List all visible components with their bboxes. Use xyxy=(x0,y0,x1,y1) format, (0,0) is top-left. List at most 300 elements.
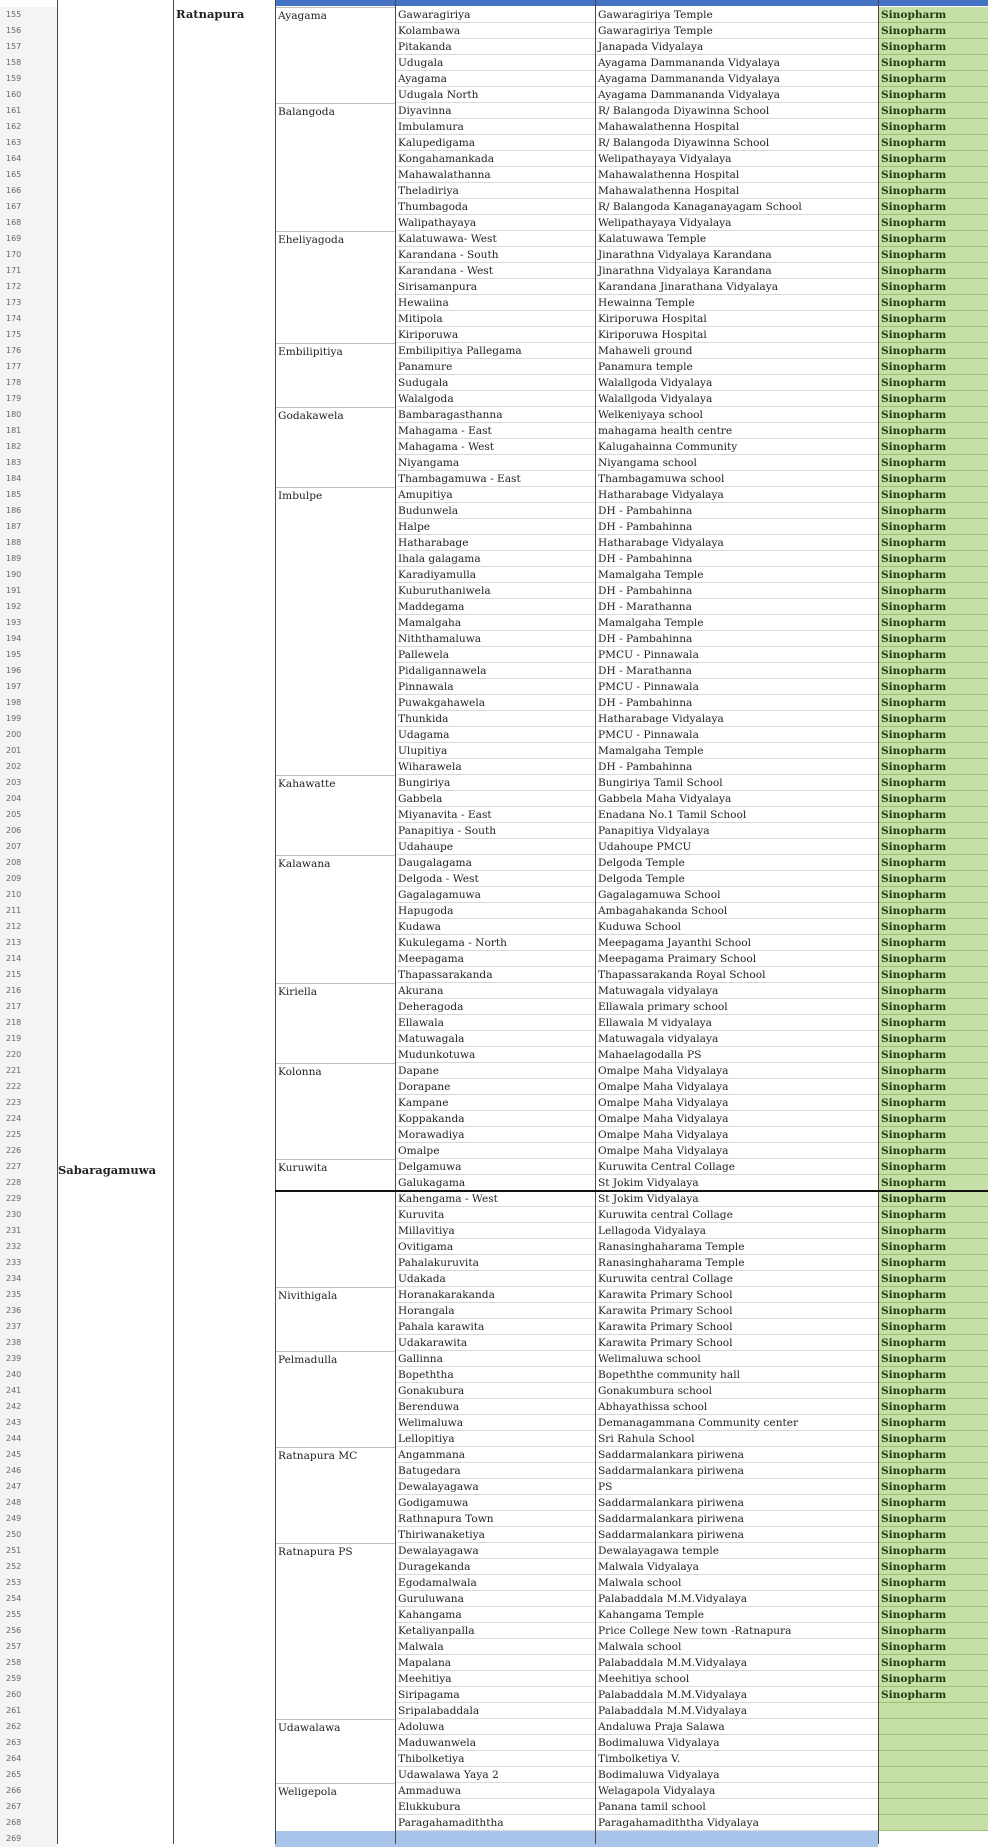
ds-division-cell[interactable] xyxy=(275,1591,395,1607)
gn-division-cell[interactable]: Bungiriya xyxy=(395,775,595,791)
gn-division-cell[interactable]: Gawaragiriya xyxy=(395,7,595,23)
ds-division-cell[interactable] xyxy=(275,1207,395,1223)
ds-division-cell[interactable] xyxy=(275,1031,395,1047)
ds-division-cell[interactable]: Kalawana xyxy=(275,855,395,871)
vaccine-cell[interactable]: Sinopharm xyxy=(878,967,988,983)
ds-division-cell[interactable]: Eheliyagoda xyxy=(275,231,395,247)
gn-division-cell[interactable]: Sudugala xyxy=(395,375,595,391)
gn-division-cell[interactable]: Dorapane xyxy=(395,1079,595,1095)
gn-division-cell[interactable]: Thunkida xyxy=(395,711,595,727)
vaccination-center-cell[interactable]: Sri Rahula School xyxy=(595,1431,878,1447)
vaccine-cell[interactable]: Sinopharm xyxy=(878,823,988,839)
vaccine-cell[interactable]: Sinopharm xyxy=(878,1415,988,1431)
vaccine-cell[interactable]: Sinopharm xyxy=(878,359,988,375)
ds-division-cell[interactable] xyxy=(275,471,395,487)
vaccine-cell[interactable]: Sinopharm xyxy=(878,1271,988,1287)
vaccination-center-cell[interactable]: Meehitiya school xyxy=(595,1671,878,1687)
vaccine-cell[interactable]: Sinopharm xyxy=(878,55,988,71)
gn-division-cell[interactable]: Panapitiya - South xyxy=(395,823,595,839)
vaccination-center-cell[interactable]: Hatharabage Vidyalaya xyxy=(595,487,878,503)
vaccination-center-cell[interactable]: Price College New town -Ratnapura xyxy=(595,1623,878,1639)
vaccination-center-cell[interactable]: Kuduwa School xyxy=(595,919,878,935)
vaccination-center-cell[interactable]: Welipathayaya Vidyalaya xyxy=(595,215,878,231)
gn-division-cell[interactable]: Omalpe xyxy=(395,1143,595,1159)
ds-division-cell[interactable] xyxy=(275,903,395,919)
gn-division-cell[interactable]: Horangala xyxy=(395,1303,595,1319)
vaccine-cell[interactable]: Sinopharm xyxy=(878,1431,988,1447)
gn-division-cell[interactable]: Ayagama xyxy=(395,71,595,87)
gn-division-cell[interactable]: Welimaluwa xyxy=(395,1415,595,1431)
vaccine-cell[interactable]: Sinopharm xyxy=(878,743,988,759)
vaccination-center-cell[interactable]: Bodimaluwa Vidyalaya xyxy=(595,1767,878,1783)
gn-division-cell[interactable]: Kahangama xyxy=(395,1607,595,1623)
vaccine-cell[interactable]: Sinopharm xyxy=(878,711,988,727)
ds-division-cell[interactable] xyxy=(275,1767,395,1783)
vaccination-center-cell[interactable]: PS xyxy=(595,1479,878,1495)
vaccination-center-cell[interactable]: Dewalayagawa temple xyxy=(595,1543,878,1559)
vaccine-cell[interactable]: Sinopharm xyxy=(878,1015,988,1031)
ds-division-cell[interactable]: Ratnapura PS xyxy=(275,1543,395,1559)
vaccination-center-cell[interactable]: Omalpe Maha Vidyalaya xyxy=(595,1127,878,1143)
ds-division-cell[interactable] xyxy=(275,727,395,743)
gn-division-cell[interactable]: Galukagama xyxy=(395,1175,595,1191)
vaccine-cell[interactable]: Sinopharm xyxy=(878,199,988,215)
ds-division-cell[interactable] xyxy=(275,1799,395,1815)
gn-division-cell[interactable]: Udahaupe xyxy=(395,839,595,855)
gn-division-cell[interactable]: Daugalagama xyxy=(395,855,595,871)
vaccine-cell[interactable]: Sinopharm xyxy=(878,999,988,1015)
vaccination-center-cell[interactable]: Demanagammana Community center xyxy=(595,1415,878,1431)
vaccine-cell[interactable]: Sinopharm xyxy=(878,775,988,791)
vaccine-cell[interactable]: Sinopharm xyxy=(878,327,988,343)
ds-division-cell[interactable]: Balangoda xyxy=(275,103,395,119)
vaccination-center-cell[interactable]: Malwala school xyxy=(595,1639,878,1655)
gn-division-cell[interactable]: Kalupedigama xyxy=(395,135,595,151)
ds-division-cell[interactable] xyxy=(275,215,395,231)
ds-division-cell[interactable] xyxy=(275,327,395,343)
vaccination-center-cell[interactable]: R/ Balangoda Diyawinna School xyxy=(595,103,878,119)
ds-division-cell[interactable] xyxy=(275,263,395,279)
ds-division-cell[interactable] xyxy=(275,999,395,1015)
ds-division-cell[interactable]: Nivithigala xyxy=(275,1287,395,1303)
ds-division-cell[interactable]: Kolonna xyxy=(275,1063,395,1079)
vaccine-cell[interactable]: Sinopharm xyxy=(878,1655,988,1671)
gn-division-cell[interactable]: Mahawalathanna xyxy=(395,167,595,183)
vaccine-cell[interactable]: Sinopharm xyxy=(878,855,988,871)
vaccination-center-cell[interactable]: Abhayathissa school xyxy=(595,1399,878,1415)
ds-division-cell[interactable] xyxy=(275,711,395,727)
vaccine-cell[interactable]: Sinopharm xyxy=(878,1511,988,1527)
vaccination-center-cell[interactable]: R/ Balangoda Kanaganayagam School xyxy=(595,199,878,215)
vaccine-cell[interactable]: Sinopharm xyxy=(878,183,988,199)
gn-division-cell[interactable]: Pahala karawita xyxy=(395,1319,595,1335)
vaccine-cell[interactable]: Sinopharm xyxy=(878,1031,988,1047)
ds-division-cell[interactable] xyxy=(275,1223,395,1239)
vaccine-cell[interactable]: Sinopharm xyxy=(878,871,988,887)
ds-division-cell[interactable] xyxy=(275,599,395,615)
vaccine-cell[interactable]: Sinopharm xyxy=(878,1047,988,1063)
gn-division-cell[interactable]: Duragekanda xyxy=(395,1559,595,1575)
vaccination-center-cell[interactable]: DH - Pambahinna xyxy=(595,583,878,599)
gn-division-cell[interactable]: Malwala xyxy=(395,1639,595,1655)
vaccine-cell[interactable]: Sinopharm xyxy=(878,1463,988,1479)
vaccination-center-cell[interactable]: Niyangama school xyxy=(595,455,878,471)
vaccine-cell[interactable]: Sinopharm xyxy=(878,1479,988,1495)
gn-division-cell[interactable]: Dewalayagawa xyxy=(395,1479,595,1495)
vaccination-center-cell[interactable]: Janapada Vidyalaya xyxy=(595,39,878,55)
vaccination-center-cell[interactable]: DH - Pambahinna xyxy=(595,519,878,535)
vaccination-center-cell[interactable]: Welimaluwa school xyxy=(595,1351,878,1367)
vaccination-center-cell[interactable]: Delgoda Temple xyxy=(595,871,878,887)
gn-division-cell[interactable]: Embilipitiya Pallegama xyxy=(395,343,595,359)
vaccination-center-cell[interactable]: PMCU - Pinnawala xyxy=(595,647,878,663)
ds-division-cell[interactable] xyxy=(275,743,395,759)
vaccination-center-cell[interactable]: Ranasinghaharama Temple xyxy=(595,1239,878,1255)
vaccine-cell[interactable] xyxy=(878,1767,988,1783)
vaccination-center-cell[interactable]: Karawita Primary School xyxy=(595,1303,878,1319)
vaccine-cell[interactable]: Sinopharm xyxy=(878,1335,988,1351)
vaccination-center-cell[interactable]: Mahawalathenna Hospital xyxy=(595,119,878,135)
vaccine-cell[interactable]: Sinopharm xyxy=(878,343,988,359)
ds-division-cell[interactable] xyxy=(275,71,395,87)
vaccination-center-cell[interactable] xyxy=(595,1831,878,1847)
vaccine-cell[interactable]: Sinopharm xyxy=(878,1095,988,1111)
vaccination-center-cell[interactable]: Gabbela Maha Vidyalaya xyxy=(595,791,878,807)
vaccination-center-cell[interactable]: Mahaweli ground xyxy=(595,343,878,359)
ds-division-cell[interactable] xyxy=(275,1015,395,1031)
vaccine-cell[interactable]: Sinopharm xyxy=(878,279,988,295)
ds-division-cell[interactable] xyxy=(275,1559,395,1575)
vaccination-center-cell[interactable]: Ranasinghaharama Temple xyxy=(595,1255,878,1271)
gn-division-cell[interactable]: Udagama xyxy=(395,727,595,743)
ds-division-cell[interactable] xyxy=(275,1687,395,1703)
gn-division-cell[interactable]: Pitakanda xyxy=(395,39,595,55)
gn-division-cell[interactable]: Elukkubura xyxy=(395,1799,595,1815)
gn-division-cell[interactable]: Batugedara xyxy=(395,1463,595,1479)
vaccination-center-cell[interactable]: Kuruwita central Collage xyxy=(595,1207,878,1223)
gn-division-cell[interactable]: Thumbagoda xyxy=(395,199,595,215)
vaccination-center-cell[interactable]: Bopeththe community hall xyxy=(595,1367,878,1383)
ds-division-cell[interactable] xyxy=(275,615,395,631)
gn-division-cell[interactable]: Miyanavita - East xyxy=(395,807,595,823)
ds-division-cell[interactable] xyxy=(275,823,395,839)
gn-division-cell[interactable]: Angammana xyxy=(395,1447,595,1463)
vaccine-cell[interactable]: Sinopharm xyxy=(878,647,988,663)
gn-division-cell[interactable]: Kukulegama - North xyxy=(395,935,595,951)
vaccine-cell[interactable]: Sinopharm xyxy=(878,759,988,775)
vaccine-cell[interactable] xyxy=(878,1831,988,1847)
ds-division-cell[interactable] xyxy=(275,1095,395,1111)
vaccination-center-cell[interactable]: Jinarathna Vidyalaya Karandana xyxy=(595,263,878,279)
vaccine-cell[interactable]: Sinopharm xyxy=(878,951,988,967)
vaccine-cell[interactable]: Sinopharm xyxy=(878,1143,988,1159)
vaccine-cell[interactable]: Sinopharm xyxy=(878,1367,988,1383)
ds-division-cell[interactable] xyxy=(275,23,395,39)
vaccination-center-cell[interactable]: Mamalgaha Temple xyxy=(595,743,878,759)
vaccine-cell[interactable]: Sinopharm xyxy=(878,1399,988,1415)
vaccine-cell[interactable]: Sinopharm xyxy=(878,1639,988,1655)
ds-division-cell[interactable] xyxy=(275,935,395,951)
ds-division-cell[interactable] xyxy=(275,839,395,855)
ds-division-cell[interactable] xyxy=(275,247,395,263)
vaccine-cell[interactable]: Sinopharm xyxy=(878,919,988,935)
vaccination-center-cell[interactable]: Bungiriya Tamil School xyxy=(595,775,878,791)
ds-division-cell[interactable] xyxy=(275,167,395,183)
gn-division-cell[interactable]: Dewalayagawa xyxy=(395,1543,595,1559)
vaccination-center-cell[interactable]: Gawaragiriya Temple xyxy=(595,7,878,23)
ds-division-cell[interactable] xyxy=(275,1751,395,1767)
ds-division-cell[interactable]: Godakawela xyxy=(275,407,395,423)
gn-division-cell[interactable]: Niyangama xyxy=(395,455,595,471)
vaccination-center-cell[interactable]: mahagama health centre xyxy=(595,423,878,439)
gn-division-cell[interactable]: Pallewela xyxy=(395,647,595,663)
vaccine-cell[interactable]: Sinopharm xyxy=(878,599,988,615)
vaccination-center-cell[interactable]: Malwala school xyxy=(595,1575,878,1591)
gn-division-cell[interactable]: Walalgoda xyxy=(395,391,595,407)
vaccine-cell[interactable]: Sinopharm xyxy=(878,695,988,711)
ds-division-cell[interactable] xyxy=(275,695,395,711)
vaccination-center-cell[interactable]: Kiriporuwa Hospital xyxy=(595,327,878,343)
gn-division-cell[interactable]: Kuruvita xyxy=(395,1207,595,1223)
vaccination-center-cell[interactable]: Omalpe Maha Vidyalaya xyxy=(595,1143,878,1159)
vaccination-center-cell[interactable]: Saddarmalankara piriwena xyxy=(595,1463,878,1479)
gn-division-cell[interactable]: Udugala North xyxy=(395,87,595,103)
vaccine-cell[interactable] xyxy=(878,1719,988,1735)
ds-division-cell[interactable] xyxy=(275,887,395,903)
vaccine-cell[interactable]: Sinopharm xyxy=(878,535,988,551)
gn-division-cell[interactable]: Horanakarakanda xyxy=(395,1287,595,1303)
ds-division-cell[interactable]: Ratnapura MC xyxy=(275,1447,395,1463)
ds-division-cell[interactable] xyxy=(275,1047,395,1063)
gn-division-cell[interactable]: Diyavinna xyxy=(395,103,595,119)
vaccine-cell[interactable] xyxy=(878,1735,988,1751)
vaccine-cell[interactable]: Sinopharm xyxy=(878,1447,988,1463)
gn-division-cell[interactable]: Udakarawita xyxy=(395,1335,595,1351)
vaccine-cell[interactable]: Sinopharm xyxy=(878,39,988,55)
ds-division-cell[interactable] xyxy=(275,519,395,535)
vaccination-center-cell[interactable]: Kuruwita Central Collage xyxy=(595,1159,878,1175)
gn-division-cell[interactable]: Adoluwa xyxy=(395,1719,595,1735)
vaccine-cell[interactable]: Sinopharm xyxy=(878,807,988,823)
ds-division-cell[interactable] xyxy=(275,1479,395,1495)
vaccine-cell[interactable]: Sinopharm xyxy=(878,215,988,231)
gn-division-cell[interactable]: Ulupitiya xyxy=(395,743,595,759)
gn-division-cell[interactable]: Mitipola xyxy=(395,311,595,327)
vaccine-cell[interactable]: Sinopharm xyxy=(878,1591,988,1607)
ds-division-cell[interactable]: Kiriella xyxy=(275,983,395,999)
ds-division-cell[interactable] xyxy=(275,423,395,439)
ds-division-cell[interactable] xyxy=(275,1127,395,1143)
gn-division-cell[interactable]: Koppakanda xyxy=(395,1111,595,1127)
gn-division-cell[interactable]: Kahengama - West xyxy=(395,1191,595,1207)
vaccination-center-cell[interactable]: Saddarmalankara piriwena xyxy=(595,1447,878,1463)
ds-division-cell[interactable] xyxy=(275,1239,395,1255)
vaccine-cell[interactable]: Sinopharm xyxy=(878,503,988,519)
ds-division-cell[interactable] xyxy=(275,1335,395,1351)
gn-division-cell[interactable]: Puwakgahawela xyxy=(395,695,595,711)
gn-division-cell[interactable]: Udakada xyxy=(395,1271,595,1287)
vaccine-cell[interactable]: Sinopharm xyxy=(878,1175,988,1191)
gn-division-cell[interactable]: Thambagamuwa - East xyxy=(395,471,595,487)
ds-division-cell[interactable] xyxy=(275,1527,395,1543)
vaccine-cell[interactable]: Sinopharm xyxy=(878,119,988,135)
vaccination-center-cell[interactable]: Bodimaluwa Vidyalaya xyxy=(595,1735,878,1751)
vaccine-cell[interactable]: Sinopharm xyxy=(878,1671,988,1687)
gn-division-cell[interactable]: Ovitigama xyxy=(395,1239,595,1255)
vaccination-center-cell[interactable]: Hatharabage Vidyalaya xyxy=(595,535,878,551)
ds-division-cell[interactable] xyxy=(275,1399,395,1415)
vaccine-cell[interactable]: Sinopharm xyxy=(878,1607,988,1623)
province-label[interactable]: Sabaragamuwa xyxy=(58,1163,157,1177)
ds-division-cell[interactable] xyxy=(275,663,395,679)
gn-division-cell[interactable]: Kiriporuwa xyxy=(395,327,595,343)
gn-division-cell[interactable]: Maduwanwela xyxy=(395,1735,595,1751)
gn-division-cell[interactable]: Gonakubura xyxy=(395,1383,595,1399)
vaccine-cell[interactable]: Sinopharm xyxy=(878,1255,988,1271)
gn-division-cell[interactable]: Mahagama - East xyxy=(395,423,595,439)
vaccine-cell[interactable]: Sinopharm xyxy=(878,263,988,279)
ds-division-cell[interactable] xyxy=(275,967,395,983)
vaccination-center-cell[interactable]: DH - Pambahinna xyxy=(595,695,878,711)
vaccine-cell[interactable]: Sinopharm xyxy=(878,935,988,951)
gn-division-cell[interactable]: Niththamaluwa xyxy=(395,631,595,647)
vaccination-center-cell[interactable]: Paragahamadiththa Vidyalaya xyxy=(595,1815,878,1831)
vaccination-center-cell[interactable]: Welipathayaya Vidyalaya xyxy=(595,151,878,167)
vaccination-center-cell[interactable]: Gagalagamuwa School xyxy=(595,887,878,903)
ds-division-cell[interactable] xyxy=(275,55,395,71)
ds-division-cell[interactable] xyxy=(275,791,395,807)
gn-division-cell[interactable]: Kuburuthaniwela xyxy=(395,583,595,599)
gn-division-cell[interactable]: Panamure xyxy=(395,359,595,375)
gn-division-cell[interactable]: Theladiriya xyxy=(395,183,595,199)
gn-division-cell[interactable]: Hatharabage xyxy=(395,535,595,551)
ds-division-cell[interactable] xyxy=(275,567,395,583)
ds-division-cell[interactable] xyxy=(275,951,395,967)
vaccine-cell[interactable]: Sinopharm xyxy=(878,679,988,695)
vaccine-cell[interactable]: Sinopharm xyxy=(878,551,988,567)
ds-division-cell[interactable] xyxy=(275,647,395,663)
vaccine-cell[interactable] xyxy=(878,1751,988,1767)
vaccination-center-cell[interactable]: Karawita Primary School xyxy=(595,1287,878,1303)
gn-division-cell[interactable]: Gallinna xyxy=(395,1351,595,1367)
gn-division-cell[interactable]: Kudawa xyxy=(395,919,595,935)
gn-division-cell[interactable]: Karadiyamulla xyxy=(395,567,595,583)
vaccination-center-cell[interactable]: St Jokim Vidyalaya xyxy=(595,1175,878,1191)
vaccination-center-cell[interactable]: Palabaddala M.M.Vidyalaya xyxy=(595,1591,878,1607)
gn-division-cell[interactable]: Morawadiya xyxy=(395,1127,595,1143)
vaccine-cell[interactable]: Sinopharm xyxy=(878,135,988,151)
ds-division-cell[interactable] xyxy=(275,455,395,471)
vaccine-cell[interactable] xyxy=(878,1783,988,1799)
ds-division-cell[interactable] xyxy=(275,679,395,695)
vaccine-cell[interactable]: Sinopharm xyxy=(878,1383,988,1399)
vaccine-cell[interactable] xyxy=(878,1815,988,1831)
ds-division-cell[interactable] xyxy=(275,1415,395,1431)
gn-division-cell[interactable]: Ketaliyanpalla xyxy=(395,1623,595,1639)
ds-division-cell[interactable] xyxy=(275,151,395,167)
vaccine-cell[interactable]: Sinopharm xyxy=(878,151,988,167)
gn-division-cell[interactable]: Kolambawa xyxy=(395,23,595,39)
vaccine-cell[interactable]: Sinopharm xyxy=(878,903,988,919)
vaccination-center-cell[interactable]: Palabaddala M.M.Vidyalaya xyxy=(595,1655,878,1671)
gn-division-cell[interactable]: Delgoda - West xyxy=(395,871,595,887)
ds-division-cell[interactable] xyxy=(275,199,395,215)
vaccination-center-cell[interactable]: Hewainna Temple xyxy=(595,295,878,311)
vaccine-cell[interactable]: Sinopharm xyxy=(878,1159,988,1175)
ds-division-cell[interactable] xyxy=(275,1607,395,1623)
vaccine-cell[interactable]: Sinopharm xyxy=(878,887,988,903)
vaccination-center-cell[interactable]: St Jokim Vidyalaya xyxy=(595,1191,878,1207)
vaccination-center-cell[interactable]: Kalugahainna Community xyxy=(595,439,878,455)
ds-division-cell[interactable] xyxy=(275,87,395,103)
vaccine-cell[interactable]: Sinopharm xyxy=(878,103,988,119)
vaccination-center-cell[interactable]: Mahawalathenna Hospital xyxy=(595,167,878,183)
gn-division-cell[interactable]: Sripalabaddala xyxy=(395,1703,595,1719)
gn-division-cell[interactable]: Delgamuwa xyxy=(395,1159,595,1175)
vaccination-center-cell[interactable]: Meepagama Praimary School xyxy=(595,951,878,967)
vaccine-cell[interactable]: Sinopharm xyxy=(878,1351,988,1367)
vaccine-cell[interactable]: Sinopharm xyxy=(878,1495,988,1511)
vaccination-center-cell[interactable]: Udahoupe PMCU xyxy=(595,839,878,855)
gn-division-cell[interactable]: Berenduwa xyxy=(395,1399,595,1415)
gn-division-cell[interactable]: Kongahamankada xyxy=(395,151,595,167)
vaccination-center-cell[interactable]: Thapassarakanda Royal School xyxy=(595,967,878,983)
vaccine-cell[interactable]: Sinopharm xyxy=(878,1127,988,1143)
gn-division-cell[interactable]: Mudunkotuwa xyxy=(395,1047,595,1063)
ds-division-cell[interactable] xyxy=(275,311,395,327)
vaccination-center-cell[interactable]: Kahangama Temple xyxy=(595,1607,878,1623)
vaccine-cell[interactable]: Sinopharm xyxy=(878,663,988,679)
ds-division-cell[interactable] xyxy=(275,39,395,55)
ds-division-cell[interactable] xyxy=(275,1191,395,1207)
vaccination-center-cell[interactable]: Omalpe Maha Vidyalaya xyxy=(595,1095,878,1111)
ds-division-cell[interactable]: Weligepola xyxy=(275,1783,395,1799)
ds-division-cell[interactable] xyxy=(275,1703,395,1719)
gn-division-cell[interactable]: Walipathayaya xyxy=(395,215,595,231)
vaccination-center-cell[interactable]: DH - Pambahinna xyxy=(595,759,878,775)
vaccine-cell[interactable]: Sinopharm xyxy=(878,167,988,183)
ds-division-cell[interactable] xyxy=(275,1255,395,1271)
vaccination-center-cell[interactable]: Mahaelagodalla PS xyxy=(595,1047,878,1063)
gn-division-cell[interactable]: Kalatuwawa- West xyxy=(395,231,595,247)
vaccination-center-cell[interactable]: Malwala Vidyalaya xyxy=(595,1559,878,1575)
gn-division-cell[interactable]: Pahalakuruvita xyxy=(395,1255,595,1271)
ds-division-cell[interactable] xyxy=(275,439,395,455)
vaccination-center-cell[interactable]: Matuwagala vidyalaya xyxy=(595,1031,878,1047)
gn-division-cell[interactable]: Kampane xyxy=(395,1095,595,1111)
vaccine-cell[interactable]: Sinopharm xyxy=(878,391,988,407)
vaccination-center-cell[interactable]: Walallgoda Vidyalaya xyxy=(595,375,878,391)
gn-division-cell[interactable] xyxy=(395,1831,595,1847)
ds-division-cell[interactable] xyxy=(275,1079,395,1095)
vaccine-cell[interactable]: Sinopharm xyxy=(878,567,988,583)
ds-division-cell[interactable] xyxy=(275,1367,395,1383)
gn-division-cell[interactable]: Deheragoda xyxy=(395,999,595,1015)
vaccine-cell[interactable]: Sinopharm xyxy=(878,487,988,503)
gn-division-cell[interactable]: Thibolketiya xyxy=(395,1751,595,1767)
gn-division-cell[interactable]: Egodamalwala xyxy=(395,1575,595,1591)
vaccination-center-cell[interactable]: Gonakumbura school xyxy=(595,1383,878,1399)
vaccine-cell[interactable]: Sinopharm xyxy=(878,1111,988,1127)
vaccine-cell[interactable]: Sinopharm xyxy=(878,231,988,247)
vaccine-cell[interactable]: Sinopharm xyxy=(878,1319,988,1335)
gn-division-cell[interactable]: Rathnapura Town xyxy=(395,1511,595,1527)
vaccination-center-cell[interactable]: Omalpe Maha Vidyalaya xyxy=(595,1063,878,1079)
gn-division-cell[interactable]: Budunwela xyxy=(395,503,595,519)
vaccination-center-cell[interactable]: Matuwagala vidyalaya xyxy=(595,983,878,999)
vaccine-cell[interactable]: Sinopharm xyxy=(878,311,988,327)
gn-division-cell[interactable]: Sirisamanpura xyxy=(395,279,595,295)
